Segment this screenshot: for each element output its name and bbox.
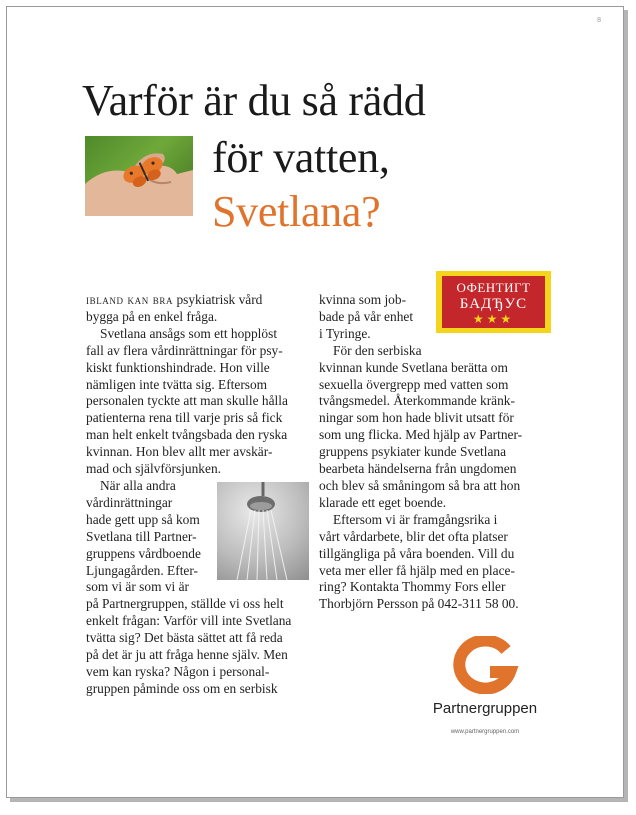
- text-line: [319, 495, 549, 512]
- headline-line-1: Varför är du så rädd: [82, 76, 426, 125]
- line-text: kvinna som job-: [319, 292, 407, 307]
- text-line: [86, 326, 316, 343]
- line-text: personalen tyckte att man skulle hålla: [86, 393, 288, 409]
- text-line: [86, 377, 316, 394]
- line-text: bearbeta händelserna från ungdomen: [319, 461, 517, 477]
- line-text: bygga på en enkel fråga.: [86, 308, 218, 324]
- text-line: [319, 444, 549, 461]
- text-line: [86, 343, 316, 360]
- line-text: kvinnan kunde Svetlana berätta om: [319, 359, 508, 375]
- line-text: mad och självförsjunken.: [86, 461, 221, 477]
- headline-line-2: för vatten,: [212, 133, 390, 182]
- line-text: sexuella övergrepp med vatten som: [319, 376, 509, 392]
- text-line: [86, 613, 316, 630]
- line-text: i Tyringe.: [319, 325, 371, 341]
- badge-line-2: БАДЂУС: [459, 296, 528, 312]
- text-line: [319, 478, 549, 495]
- line-text: Eftersom vi är framgångsrika i: [333, 511, 498, 527]
- text-line: [319, 343, 443, 360]
- badge-panel: [442, 276, 545, 328]
- logo-name: Partnergruppen: [432, 700, 538, 717]
- text-line: [319, 292, 429, 309]
- text-line: [86, 309, 316, 326]
- text-line: [319, 360, 549, 377]
- line-text: kiskt funktionshindrade. Hon ville: [86, 359, 270, 375]
- text-line: [86, 529, 214, 546]
- badge-stars: ★★★: [472, 312, 515, 326]
- line-text: patienterna rena till varje pris så fick: [86, 410, 283, 426]
- text-line: [319, 563, 549, 580]
- text-line: [86, 292, 316, 309]
- line-text: bade på vår enhet: [319, 308, 414, 324]
- text-line: [86, 664, 316, 681]
- text-line: [319, 427, 549, 444]
- text-line: [86, 410, 316, 427]
- line-text: ningar som hon hade blivit utsatt för: [319, 410, 514, 426]
- line-text: Svetlana ansågs som ett hopplöst: [100, 325, 278, 341]
- line-text: hade gett upp så kom: [86, 511, 200, 527]
- text-line: [86, 579, 214, 596]
- line-text: gruppens vårdboende: [86, 545, 201, 561]
- line-text: ring? Kontakta Thommy Fors eller: [319, 579, 506, 595]
- line-text: klarade ett eget boende.: [319, 494, 447, 510]
- line-text: man helt enkelt tvångsbada den ryska: [86, 427, 288, 443]
- line-text: kvinnan. Hon blev allt mer avskär-: [86, 444, 273, 460]
- text-line: [86, 546, 214, 563]
- badge-sign: [436, 271, 551, 333]
- line-text: nämligen inte tvätta sig. Eftersom: [86, 376, 268, 392]
- text-line: [319, 410, 549, 427]
- text-line: [86, 360, 316, 377]
- partnergruppen-logo-icon: [448, 636, 522, 694]
- text-line: [319, 512, 549, 529]
- line-text: gruppen påminde oss om en serbisk: [86, 680, 278, 696]
- text-line: [86, 427, 316, 444]
- text-line: [86, 647, 316, 664]
- page-number: 8: [597, 17, 601, 24]
- text-line: [86, 563, 214, 580]
- text-line: [319, 393, 549, 410]
- text-line: [86, 495, 214, 512]
- headline-line-3: Svetlana?: [212, 187, 381, 236]
- text-line: [86, 596, 316, 613]
- line-text: tvångsmedel. Återkommande kränk-: [319, 393, 515, 409]
- line-text: När alla andra: [100, 477, 176, 493]
- line-text: på Partnergruppen, ställde vi oss helt: [86, 596, 284, 612]
- line-text: som ung flicka. Med hjälp av Partner-: [319, 427, 523, 443]
- body-column-2: [319, 292, 549, 613]
- body-column-1: [86, 292, 316, 698]
- line-text: veta mer eller få hjälp med en place-: [319, 562, 515, 578]
- text-line: [319, 546, 549, 563]
- text-line: [86, 512, 214, 529]
- text-line: [319, 309, 429, 326]
- line-text: vårt vårdarbete, blir det ofta platser: [319, 528, 508, 544]
- line-text: Ljungagården. Efter-: [86, 562, 199, 578]
- text-line: [86, 478, 316, 495]
- text-line: [319, 326, 429, 343]
- text-line: [86, 393, 316, 410]
- text-line: [319, 596, 549, 613]
- line-text: För den serbiska: [333, 342, 422, 358]
- butterfly-on-hand-photo: [85, 136, 193, 216]
- line-text: vem kan ryska? Någon i personal-: [86, 663, 270, 679]
- line-text: tvätta sig? Det bästa sättet att få reda: [86, 630, 283, 646]
- badge-line-1: ОФЕНТИГТ: [456, 280, 531, 295]
- line-text: fall av flera vårdinrättningar för psy-: [86, 342, 283, 358]
- line-text: gruppens psykiater kunde Svetlana: [319, 444, 507, 460]
- line-text: som vi är som vi är: [86, 579, 190, 595]
- text-line: [319, 461, 549, 478]
- line-text: och blev så småningom så bra att hon: [319, 477, 521, 493]
- line-text: psykiatrisk vård: [173, 292, 263, 307]
- text-line: [86, 630, 316, 647]
- line-text: på det är ju att fråga henne själv. Men: [86, 647, 288, 663]
- lead-in-text: ibland kan bra: [86, 292, 174, 307]
- text-line: [86, 681, 316, 698]
- text-line: [86, 444, 316, 461]
- line-text: tillgängliga på våra boenden. Vill du: [319, 545, 515, 561]
- logo-url: www.partnergruppen.com: [450, 729, 520, 735]
- line-text: Svetlana till Partner-: [86, 528, 197, 544]
- line-text: vårdinrättningar: [86, 494, 173, 510]
- line-text: Thorbjörn Persson på 042-311 58 00.: [319, 596, 519, 612]
- text-line: [319, 529, 549, 546]
- line-text: enkelt frågan: Varför vill inte Svetlana: [86, 613, 292, 629]
- text-line: [86, 461, 316, 478]
- text-line: [319, 377, 549, 394]
- text-line: [319, 579, 549, 596]
